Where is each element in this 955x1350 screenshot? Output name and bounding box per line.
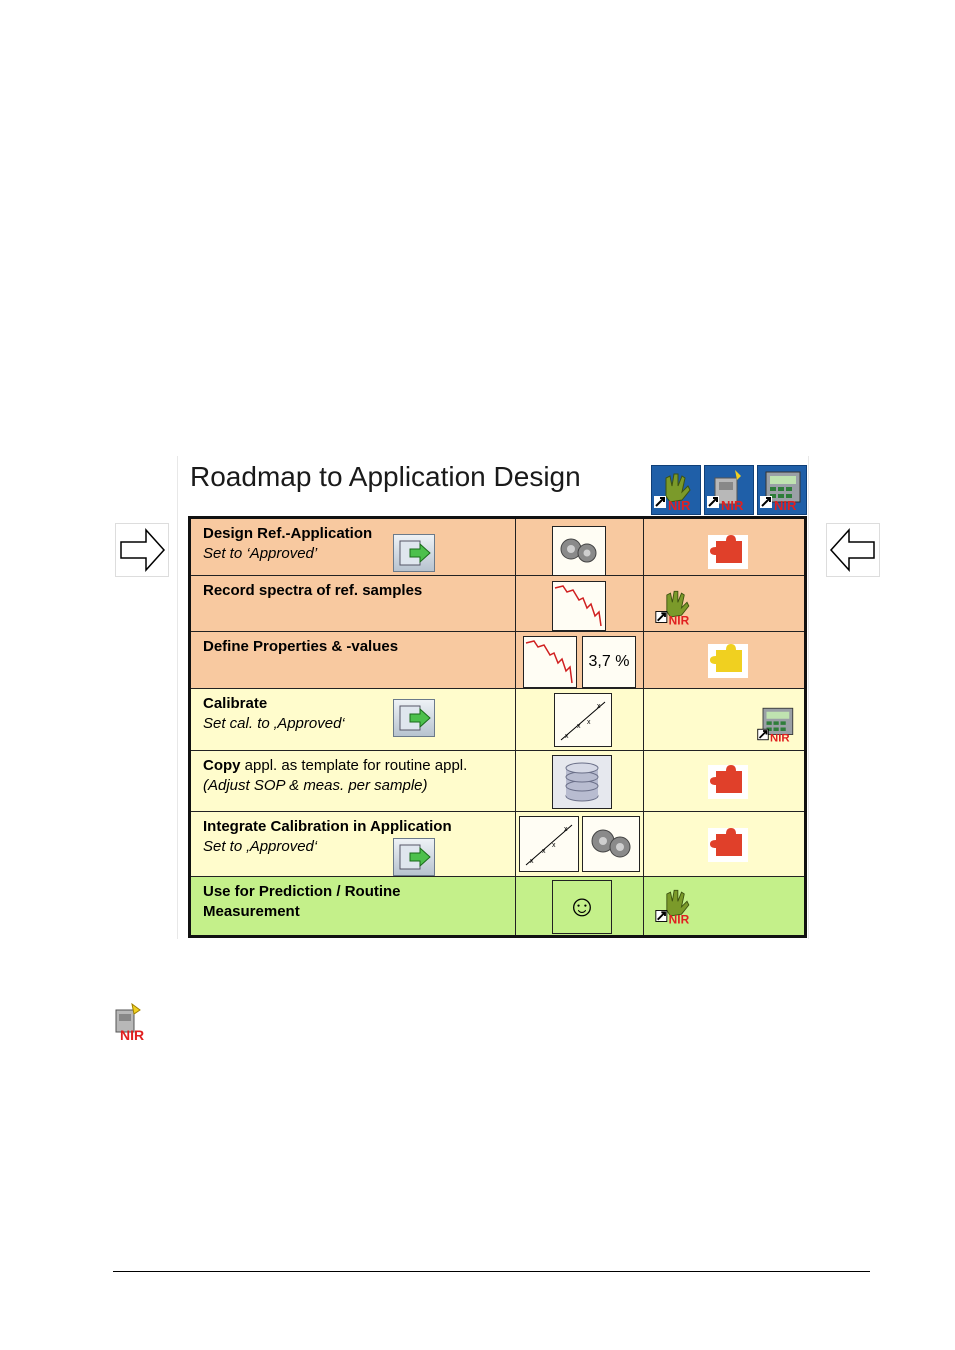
approve-icon[interactable]	[393, 534, 435, 572]
step-cell	[190, 632, 516, 689]
step-title-line2: Measurement	[203, 902, 300, 920]
svg-text:NIR: NIR	[668, 613, 690, 628]
action-cell	[516, 876, 644, 936]
svg-text:NIR: NIR	[668, 912, 690, 927]
step-title: Use for Prediction / Routine	[203, 882, 401, 900]
tool-cell	[644, 632, 806, 689]
table-row	[190, 632, 806, 689]
step-title: Record spectra of ref. samples	[203, 582, 423, 600]
step-cell	[190, 576, 516, 632]
footer-divider	[113, 1271, 870, 1272]
step-title: Calibrate	[203, 695, 268, 713]
step-title: Integrate Calibration in Application	[203, 817, 452, 835]
table-row	[190, 750, 806, 811]
spectrum-icon	[552, 581, 606, 631]
spectrum-icon	[523, 636, 577, 688]
step-title: Design Ref.-Application	[203, 525, 373, 542]
step-title-rest: appl. as template for routine appl.	[240, 756, 468, 774]
step-title	[203, 757, 467, 774]
svg-text:x: x	[552, 841, 556, 849]
svg-text:x: x	[577, 723, 581, 731]
nir-cabinet-icon[interactable]	[704, 465, 754, 515]
nir-gloves-icon[interactable]	[651, 465, 701, 515]
gears-icon	[552, 526, 606, 576]
roadmap-table	[188, 516, 807, 938]
step-title-bold: Copy	[203, 756, 241, 774]
svg-text:x: x	[587, 719, 591, 727]
svg-text:x: x	[597, 703, 601, 711]
puzzle-red-icon[interactable]	[708, 828, 748, 867]
svg-text:x: x	[542, 847, 546, 855]
action-cell	[516, 689, 644, 750]
database-icon	[552, 755, 612, 809]
svg-text:NIR: NIR	[120, 1027, 145, 1042]
table-row	[190, 576, 806, 632]
step-subtitle: Set to ‘Approved’	[203, 545, 318, 562]
action-cell	[516, 632, 644, 689]
svg-text:NIR: NIR	[721, 498, 744, 513]
table-row	[190, 876, 806, 936]
arrow-left-icon[interactable]	[826, 523, 880, 577]
arrow-right-icon[interactable]	[115, 523, 169, 577]
svg-text:x: x	[565, 733, 569, 741]
svg-text:x: x	[564, 825, 568, 833]
tool-cell	[644, 750, 806, 811]
step-subtitle: (Adjust SOP & meas. per sample)	[203, 776, 428, 794]
page-title: Roadmap to Application Design	[190, 461, 581, 492]
tool-cell	[644, 876, 806, 936]
calibration-plot-icon	[519, 816, 579, 872]
nir-calculator-icon[interactable]	[757, 465, 807, 515]
svg-text:x: x	[530, 857, 534, 865]
step-subtitle: Set to ‚Approved‘	[203, 837, 318, 855]
svg-text:NIR: NIR	[668, 498, 691, 513]
nir-gloves-icon[interactable]	[654, 584, 698, 633]
action-cell	[516, 750, 644, 811]
step-cell	[190, 811, 516, 876]
smiley-icon: ☺	[552, 880, 612, 934]
tool-cell	[644, 811, 806, 876]
step-cell	[190, 750, 516, 811]
nir-calculator-icon[interactable]	[756, 703, 798, 750]
table-row	[190, 811, 806, 876]
action-cell	[516, 576, 644, 632]
tool-cell	[644, 689, 806, 750]
step-subtitle: Set cal. to ‚Approved‘	[203, 715, 345, 733]
svg-text:NIR: NIR	[774, 498, 797, 513]
table-row	[190, 689, 806, 750]
approve-icon[interactable]	[393, 699, 435, 737]
puzzle-red-icon[interactable]	[708, 765, 748, 804]
calibration-plot-icon	[554, 693, 612, 747]
step-cell	[190, 689, 516, 750]
tool-cell	[644, 518, 806, 576]
approve-icon[interactable]	[393, 838, 435, 876]
step-title: Define Properties & -values	[203, 638, 399, 656]
gears-icon	[582, 816, 640, 872]
nir-cabinet-icon[interactable]	[112, 1002, 156, 1042]
svg-text:NIR: NIR	[770, 732, 790, 745]
tool-cell	[644, 576, 806, 632]
puzzle-red-icon[interactable]	[708, 535, 748, 574]
puzzle-yellow-icon[interactable]	[708, 644, 748, 683]
nir-gloves-icon[interactable]	[654, 883, 698, 932]
step-cell	[190, 518, 516, 576]
property-value: 3,7 %	[582, 636, 636, 688]
action-cell	[516, 518, 644, 576]
action-cell	[516, 811, 644, 876]
table-row	[190, 518, 806, 576]
step-cell	[190, 876, 516, 936]
